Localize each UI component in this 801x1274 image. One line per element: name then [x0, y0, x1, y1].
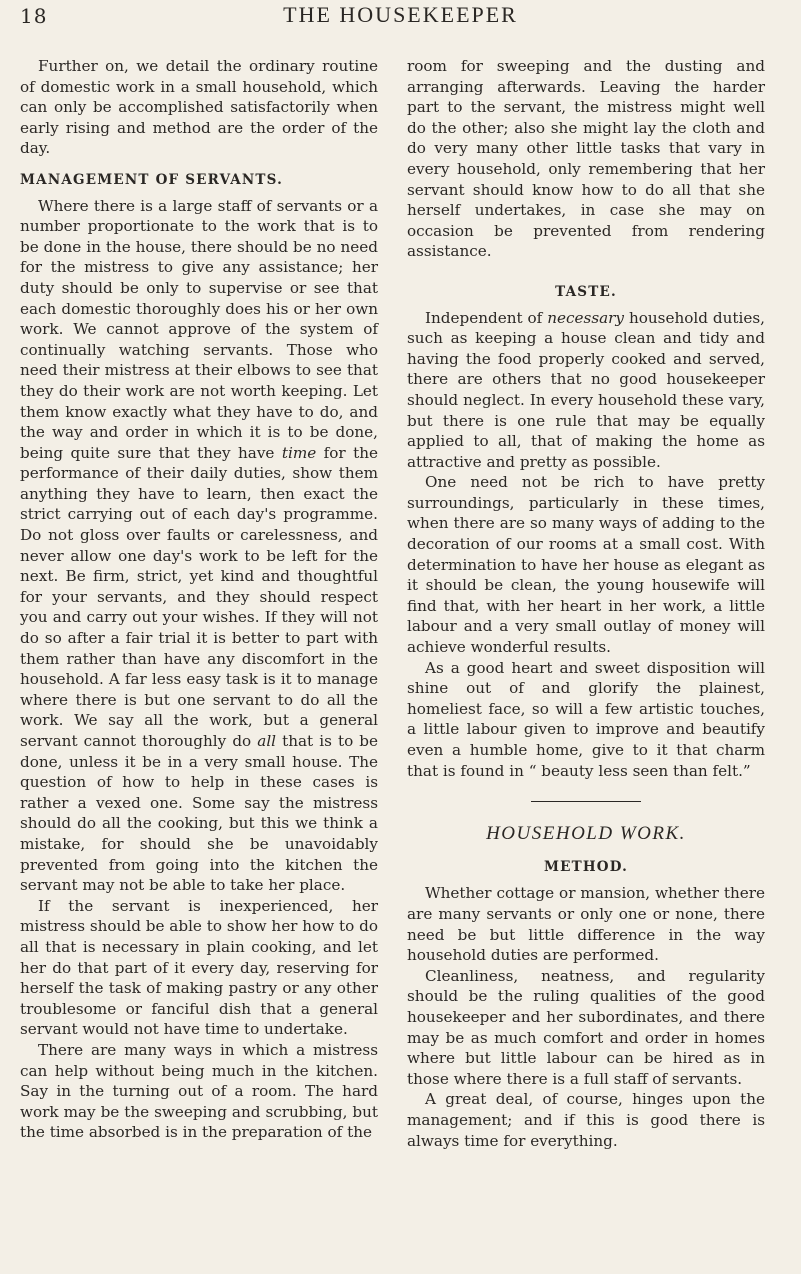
household-work-heading: HOUSEHOLD WORK.	[486, 823, 686, 845]
continued-paragraph: room for sweeping and the dusting and arranging afterwards. Leaving the harder part to the servant, the mistress might well do the other; also she might lay the cloth and do very many other little tasks that vary in every household, only remembering that her servant should know how to do all that she herself undertakes, in case she may on occasion be prevented from rendering assistance.	[407, 57, 765, 261]
page-header	[0, 2, 801, 32]
method-paragraph-2: Cleanliness, neatness, and regularity should be the ruling qualities of the good housekeeper and her subordinates, and there may be as much comfort and order in homes where but little labour can be hired as in those where there is a full staff of servants.	[407, 966, 765, 1088]
management-paragraph-3: There are many ways in which a mistress can help without being much in the kitchen. Say in the turning out of a room. The hard work may be the sweeping and scrubbing, but the time absorbed is in the preparation of the	[20, 1040, 378, 1142]
taste-p1-emphasis-necessary: necessary	[547, 308, 625, 327]
page-number: 18	[20, 4, 48, 28]
taste-p1-text-a: Independent of	[425, 308, 548, 327]
management-p1-text-c: that is to be done, unless it be in a very small house. The question of how to help in these cases is rather a vexed one. Some say the mistress should do all the cooking, but this we think a mistake, for should she be unavoidably prevented from going into the kitchen the servant may not be able to take her place.	[20, 732, 379, 895]
management-p1-text-b: for the performance of their daily duties, show them anything they have to learn, then exact the strict carrying out of each day's programme. Do not gloss over faults or carelessness, and never allow one day's work to be left for the next. Be firm, strict, yet kind and thoughtful for your servants, and they should respect you and carry out your wishes. If they will not do so after a fair trial it is better to part with them rather than have any discomfort in the household. A far less easy task is it to manage where there is but one servant to do all the work. We say all the work, but a general servant cannot thoroughly do	[20, 443, 378, 750]
right-column	[407, 56, 765, 1151]
method-paragraph-3: A great deal, of course, hinges upon the management; and if this is good there is always time for everything.	[407, 1090, 765, 1150]
management-p1-emphasis-all: all	[257, 732, 277, 750]
taste-heading: TASTE.	[555, 283, 617, 300]
taste-paragraph-3: As a good heart and sweet disposition will shine out of and glorify the plainest, homeliest face, so will a few artistic touches, a little labour given to improve and beautify even a humble home, give to it that charm that is found in “ beauty less seen than felt.”	[407, 658, 765, 780]
management-paragraph-1	[20, 196, 378, 896]
left-column	[20, 56, 378, 1143]
management-of-servants-heading: MANAGEMENT OF SERVANTS.	[20, 171, 284, 188]
taste-paragraph-2: One need not be rich to have pretty surroundings, particularly in these times, when there are so many ways of adding to the decoration of our rooms at a small cost. With determination to have her house as elegant as it should be clean, the young housewife will find that, with her heart in her work, a little labour and a very small outlay of money will achieve wonderful results.	[407, 473, 765, 657]
management-paragraph-2: If the servant is inexperienced, her mistress should be able to show her how to do all that is necessary in plain cooking, and let her do that part of it every day, reserving for herself the task of making pastry or any other troublesome or fanciful dish that a general servant would not have time to undertake.	[20, 896, 378, 1039]
taste-p1-text-b: household duties, such as keeping a house clean and tidy and having the food properly cooked and served, there are others that no good housekeeper should neglect. In every household these vary, but there is one rule that may be equally applied to all, that of making the home as attractive and pretty as possible.	[407, 308, 765, 471]
running-head: THE HOUSEKEEPER	[283, 2, 518, 27]
taste-paragraph-1	[407, 308, 765, 473]
section-divider-rule	[531, 801, 641, 802]
method-paragraph-1: Whether cottage or mansion, whether there are many servants or only one or none, there need be but little difference in the way household duties are performed.	[407, 884, 765, 965]
method-heading: METHOD.	[543, 858, 629, 875]
management-p1-text-a: Where there is a large staff of servants or a number proportionate to the work that is to be done in the house, there should be no need for the mistress to give any assistance; her duty should be only to supervise or see that each domestic thoroughly does his or her own work. We cannot approve of the system of continually watching servants. Those who need their mistress at their elbows to see that they do their work are not worth keeping. Let them know exactly what they have to do, and the way and order in which it is to be done, being quite sure that they have	[20, 196, 378, 462]
management-p1-emphasis-time: time	[281, 443, 317, 462]
intro-paragraph: Further on, we detail the ordinary routine of domestic work in a small household, which can only be accomplished satisfactorily when early rising and method are the order of the day.	[20, 57, 378, 158]
